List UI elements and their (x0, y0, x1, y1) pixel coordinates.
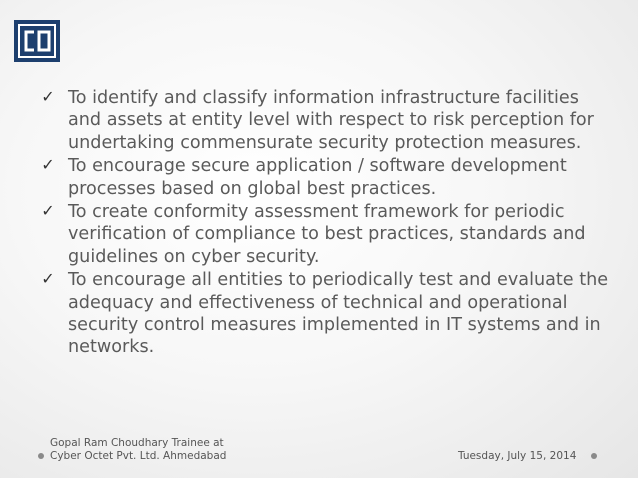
objective-item (40, 155, 610, 200)
logo-frame (18, 24, 56, 58)
objective-item (40, 87, 610, 154)
check-icon: ✓ (41, 86, 55, 106)
objectives-list (40, 87, 610, 360)
check-icon: ✓ (41, 155, 55, 175)
objective-item (40, 201, 610, 268)
check-icon: ✓ (41, 269, 55, 289)
objective-text: To encourage secure application / software development processes based on global best practices. (68, 156, 567, 199)
footer-author-line1: Gopal Ram Choudhary Trainee at (50, 437, 224, 449)
footer-dot-left-icon (38, 453, 44, 459)
footer-dot-right-icon (591, 453, 597, 459)
check-icon: ✓ (41, 200, 55, 220)
objective-text: To create conformity assessment framework for periodic verification of compliance to best practices, standards and guidelines on cyber security. (68, 202, 586, 267)
objective-text: To identify and classify information infrastructure facilities and assets at entity level with respect to risk perception for undertaking commensurate security protection measures. (68, 88, 594, 153)
objective-item (40, 269, 610, 359)
company-logo (14, 20, 60, 62)
footer-author (50, 437, 250, 463)
footer-author-line2: Cyber Octet Pvt. Ltd. Ahmedabad (50, 450, 227, 462)
objective-text: To encourage all entities to periodically test and evaluate the adequacy and effectiveness of technical and operational security control measures implemented in IT systems and in networks. (68, 270, 609, 358)
logo-letters-icon (22, 29, 52, 53)
footer-date: Tuesday, July 15, 2014 (458, 450, 577, 462)
